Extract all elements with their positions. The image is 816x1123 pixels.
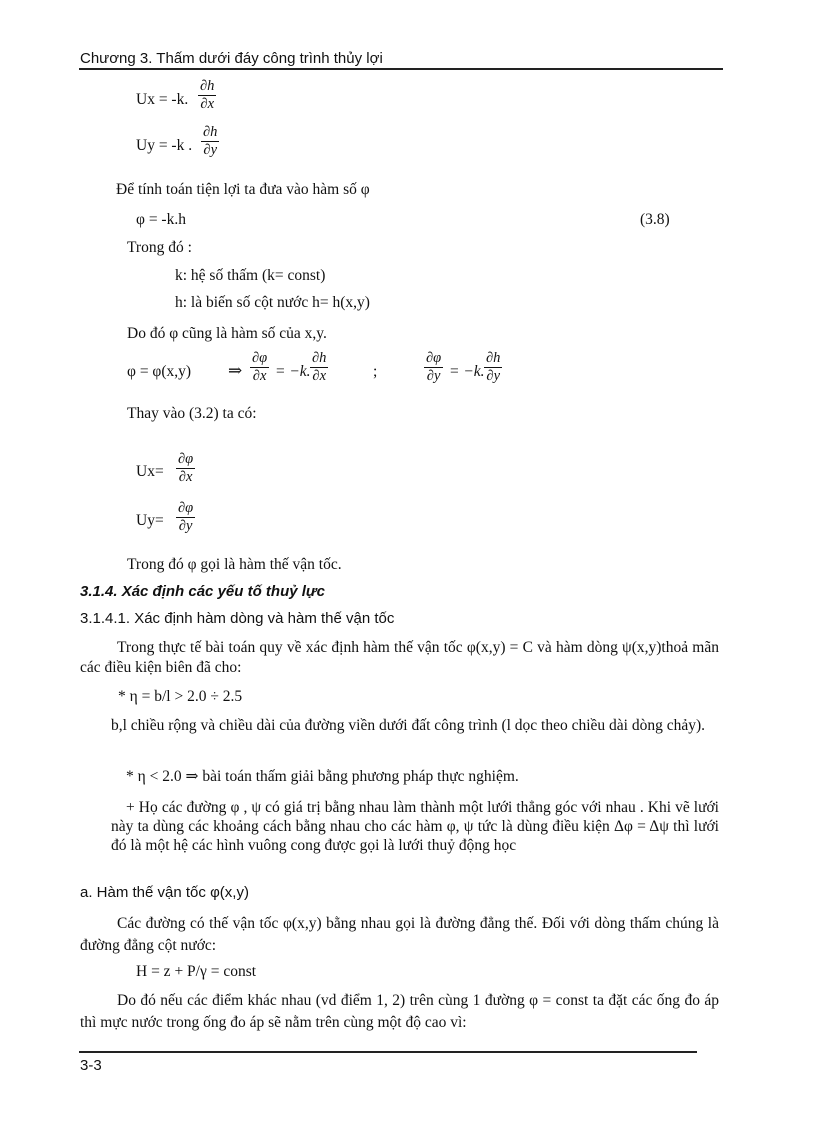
equals-minus-k: = −k.: [449, 363, 485, 380]
trong-do-label: Trong đó :: [127, 239, 192, 256]
ux2-fraction: [176, 451, 195, 486]
frac-den: ∂x: [310, 367, 328, 385]
intro-text: Để tính toán tiện lợi ta đưa vào hàm số φ: [116, 181, 370, 198]
dphi-dx-fraction: [250, 350, 269, 385]
uy2-fraction: [176, 500, 195, 535]
uy-fraction: [201, 124, 219, 159]
frac-den: ∂y: [484, 367, 502, 385]
frac-den: ∂y: [424, 367, 443, 385]
frac-num: ∂h: [200, 78, 215, 94]
head-equation: H = z + P/γ = const: [136, 963, 257, 980]
ux2-lhs: Ux=: [136, 463, 164, 480]
paragraph-flow-net: + Họ các đường φ , ψ có giá trị bằng nhau làm thành một lưới thẳng góc với nhau . Khi vẽ lưới này ta dùng các khoảng cách bằng nhau cho các hàm φ, ψ tức là dùng điều kiện Δφ = Δψ thì lưới đó là một hệ các hình vuông cong được gọi là lưới thuỷ động học: [111, 799, 719, 854]
ux-equation-lhs: Ux = -k.: [136, 91, 189, 108]
frac-num: ∂h: [203, 124, 218, 140]
bullet-eta-small: * η < 2.0 ⇒ bài toán thấm giải bằng phương pháp thực nghiệm.: [126, 768, 519, 785]
frac-den: ∂x: [198, 95, 216, 113]
equals-minus-k: = −k.: [275, 363, 311, 380]
semicolon: ;: [373, 363, 378, 380]
frac-den: ∂x: [250, 367, 269, 385]
footer-rule: [79, 1051, 697, 1053]
paragraph-equipotential: Các đường có thế vận tốc φ(x,y) bằng nhau gọi là đường đẳng thế. Đối với dòng thấm chúng là đường đẳng cột nước:: [80, 915, 719, 954]
implies-symbol: ⇒: [228, 361, 243, 380]
frac-num: ∂φ: [252, 350, 268, 366]
paragraph-intro: Trong thực tế bài toán quy về xác định hàm thế vận tốc φ(x,y) = C và hàm dòng ψ(x,y)thoả mãn các điều kiện biên đã cho:: [80, 639, 719, 676]
header-rule: [79, 68, 723, 70]
uy-equation-lhs: Uy = -k .: [136, 137, 193, 154]
k-definition: k: hệ số thấm (k= const): [175, 267, 326, 284]
paragraph-piezometer: Do đó nếu các điểm khác nhau (vd điểm 1, 2) trên cùng 1 đường φ = const ta đặt các ống đo áp thì mực nước trong ống đo áp sẽ nằm trên cùng một độ cao vì:: [80, 992, 719, 1031]
phi-definition: φ = -k.h: [136, 211, 186, 228]
page-number: 3-3: [80, 1057, 102, 1074]
section-heading-3-1-4-1: 3.1.4.1. Xác định hàm dòng và hàm thế vận tốc: [80, 610, 395, 627]
phi-function: φ = φ(x,y): [127, 363, 192, 380]
frac-num: ∂h: [312, 350, 327, 366]
phi-velocity-text: Trong đó φ gọi là hàm thế vận tốc.: [127, 556, 342, 573]
frac-num: ∂φ: [178, 451, 194, 467]
subheading-a: a. Hàm thế vận tốc φ(x,y): [80, 884, 249, 901]
frac-num: ∂φ: [178, 500, 194, 516]
bullet-eta-description: b,l chiều rộng và chiều dài của đường viền dưới đất công trình (l dọc theo chiều dài dòng chảy).: [111, 717, 706, 734]
dphi-dy-fraction: [424, 350, 443, 385]
thay-vao-text: Thay vào (3.2) ta có:: [127, 405, 257, 422]
frac-num: ∂h: [486, 350, 501, 366]
bullet-eta-ratio: * η = b/l > 2.0 ÷ 2.5: [118, 688, 243, 705]
dh-dx-fraction: [310, 350, 328, 385]
section-heading-3-1-4: 3.1.4. Xác định các yếu tố thuỷ lực: [80, 583, 325, 600]
do-do-text: Do đó φ cũng là hàm số của x,y.: [127, 325, 327, 342]
page-header-title: Chương 3. Thấm dưới đáy công trình thủy lợi: [80, 50, 383, 67]
dh-dy-fraction: [484, 350, 502, 385]
frac-den: ∂y: [176, 517, 195, 535]
h-definition: h: là biến số cột nước h= h(x,y): [175, 294, 370, 311]
frac-den: ∂y: [201, 141, 219, 159]
frac-den: ∂x: [176, 468, 195, 486]
equation-number: (3.8): [640, 211, 670, 228]
frac-num: ∂φ: [426, 350, 442, 366]
ux-fraction: [198, 78, 216, 113]
uy2-lhs: Uy=: [136, 512, 164, 529]
